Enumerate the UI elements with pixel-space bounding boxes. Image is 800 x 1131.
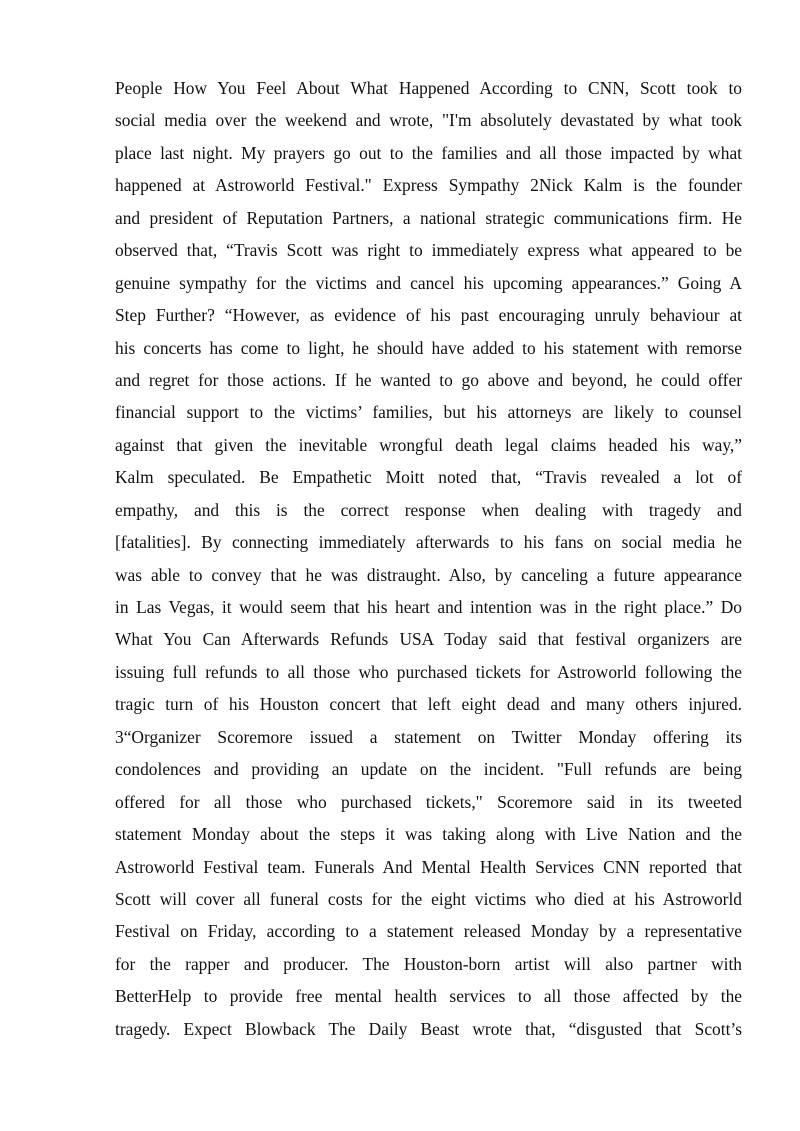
text-line: and regret for those actions. If he wanted to go above and beyond, he could offer xyxy=(115,369,742,390)
text-line: People How You Feel About What Happened According to CNN, Scott took to xyxy=(115,78,742,98)
text-line: Scott will cover all funeral costs for the eight victims who died at his Astroworld xyxy=(115,888,742,909)
text-line: What You Can Afterwards Refunds USA Today said that festival organizers are xyxy=(115,629,742,650)
text-line: happened at Astroworld Festival." Express Sympathy 2Nick Kalm is the founder xyxy=(115,175,742,196)
text-line: for the rapper and producer. The Houston-born artist will also partner with xyxy=(115,953,742,974)
text-line: social media over the weekend and wrote, "I'm absolutely devastated by what took xyxy=(115,110,742,131)
text-line: Step Further? “However, as evidence of his past encouraging unruly behaviour at xyxy=(115,305,742,326)
text-line: Kalm speculated. Be Empathetic Moitt noted that, “Travis revealed a lot of xyxy=(115,467,742,488)
body-paragraph xyxy=(115,72,742,1045)
text-line: place last night. My prayers go out to the families and all those impacted by what xyxy=(115,142,742,163)
text-line: issuing full refunds to all those who purchased tickets for Astroworld following the xyxy=(115,661,742,682)
text-line: condolences and providing an update on the incident. "Full refunds are being xyxy=(115,759,742,780)
text-line: [fatalities]. By connecting immediately afterwards to his fans on social media he xyxy=(115,532,742,553)
text-line: was able to convey that he was distraught. Also, by canceling a future appearance xyxy=(115,564,742,585)
text-line: Astroworld Festival team. Funerals And Mental Health Services CNN reported that xyxy=(115,856,742,877)
text-line: tragedy. Expect Blowback The Daily Beast wrote that, “disgusted that Scott’s xyxy=(115,1018,742,1039)
text-line: empathy, and this is the correct response when dealing with tragedy and xyxy=(115,499,742,520)
text-line: statement Monday about the steps it was taking along with Live Nation and the xyxy=(115,824,742,845)
text-line: and president of Reputation Partners, a national strategic communications firm. He xyxy=(115,207,742,228)
text-line: offered for all those who purchased tickets," Scoremore said in its tweeted xyxy=(115,791,742,812)
text-line: observed that, “Travis Scott was right to immediately express what appeared to be xyxy=(115,240,742,261)
text-line: against that given the inevitable wrongful death legal claims headed his way,” xyxy=(115,434,742,455)
text-line: financial support to the victims’ families, but his attorneys are likely to counsel xyxy=(115,402,742,423)
text-line: in Las Vegas, it would seem that his heart and intention was in the right place.” Do xyxy=(115,597,742,617)
text-line: Festival on Friday, according to a statement released Monday by a representative xyxy=(115,921,742,942)
text-line: genuine sympathy for the victims and cancel his upcoming appearances.” Going A xyxy=(115,272,742,293)
text-line: tragic turn of his Houston concert that left eight dead and many others injured. xyxy=(115,694,742,715)
text-line: BetterHelp to provide free mental health services to all those affected by the xyxy=(115,986,742,1007)
text-line: his concerts has come to light, he should have added to his statement with remorse xyxy=(115,337,742,358)
text-line: 3“Organizer Scoremore issued a statement on Twitter Monday offering its xyxy=(115,726,742,747)
